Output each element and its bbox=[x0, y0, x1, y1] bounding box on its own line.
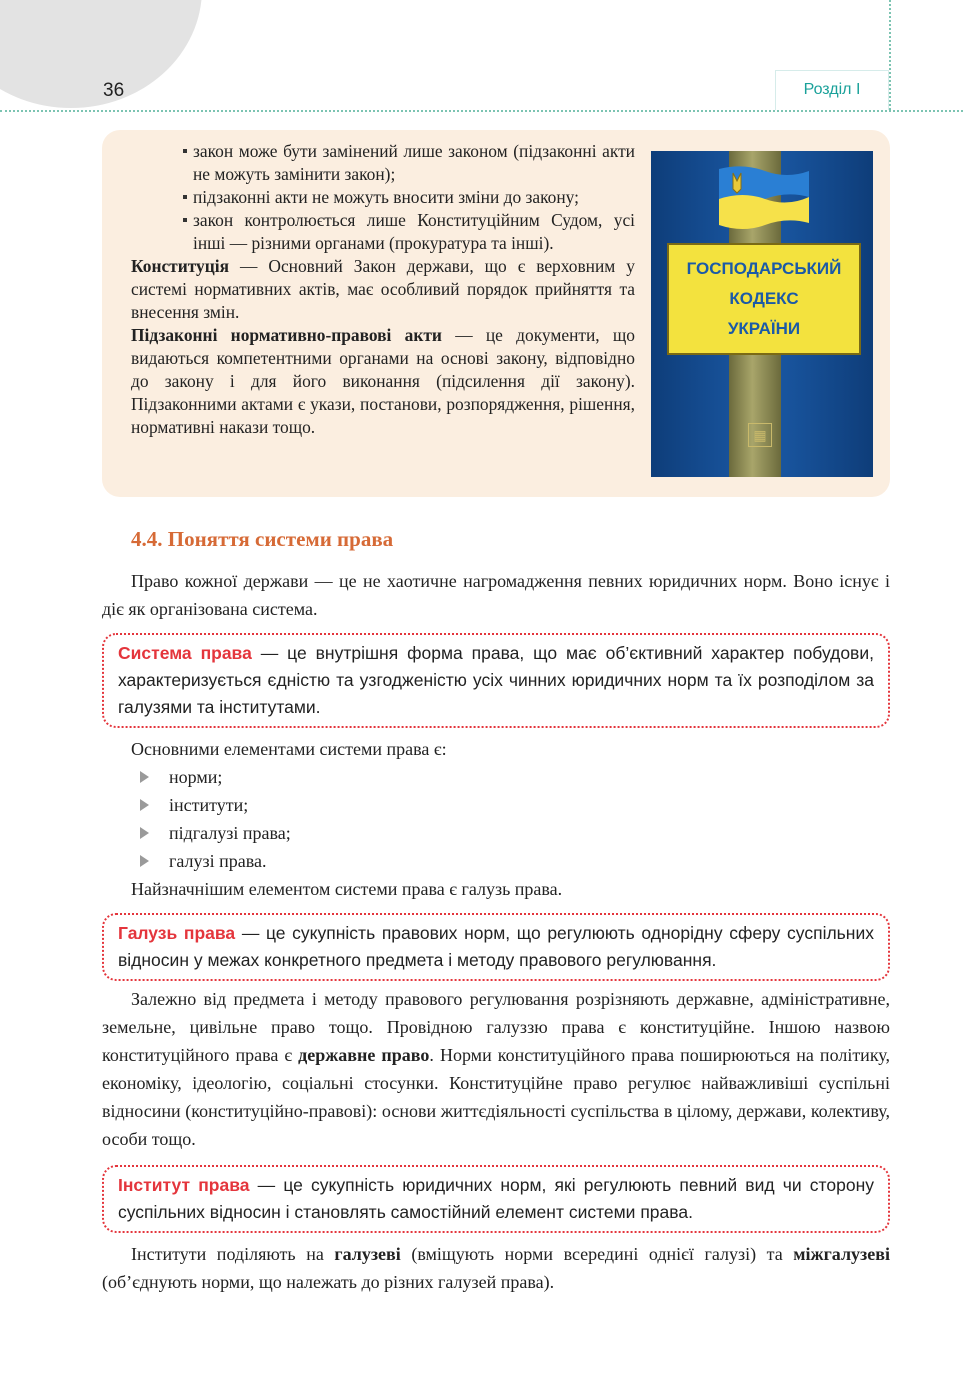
arrow-bullet-icon bbox=[140, 771, 149, 783]
list-item: підгалузі права; bbox=[140, 819, 291, 847]
section-heading: 4.4. Поняття системи права bbox=[131, 527, 394, 551]
book-title-plate bbox=[667, 243, 861, 355]
constitution-term: Конституція bbox=[131, 256, 230, 276]
book-title-line: ГОСПОДАРСЬКИЙ bbox=[686, 259, 842, 278]
corner-decoration bbox=[0, 0, 202, 108]
bullet-item: закон контролюється лише Конституційним Судом, усі інші — різними органами (прокуратура та інші). bbox=[131, 209, 635, 255]
bold-term: галузеві bbox=[334, 1244, 401, 1264]
section-label: Розділ І bbox=[775, 70, 889, 110]
definition-box-system: Система права — це внутрішня форма права, що має об’єктивний характер побудови, характеризується єдністю та узгодженістю усіх чинних юридичних норм та їх розподілом за галузями та інститутами. bbox=[102, 633, 890, 728]
bullet-item: підзаконні акти не можуть вносити зміни до закону; bbox=[131, 186, 635, 209]
definition-term: Галузь права bbox=[118, 923, 236, 943]
institutes-paragraph: Інститути поділяють на галузеві (вміщують норми всередині однієї галузі) та міжгалузеві (об’єднують норми, що належать до різних галузей права). bbox=[102, 1244, 890, 1292]
page-number: 36 bbox=[103, 80, 125, 101]
bold-term: державне право bbox=[298, 1045, 430, 1065]
arrow-bullet-icon bbox=[140, 855, 149, 867]
arrow-bullet-icon bbox=[140, 799, 149, 811]
elements-intro: Основними елементами системи права є: bbox=[131, 739, 447, 759]
ukraine-flag-icon bbox=[713, 163, 813, 233]
definition-box-institute: Інститут права — це сукупність юридичних норм, які регулюють певний вид чи сторону суспільних відносин і становлять самостійний елемент системи права. bbox=[102, 1165, 890, 1233]
definition-term: Інститут права bbox=[118, 1175, 250, 1195]
key-element-sentence: Найзначнішим елементом системи права є галузь права. bbox=[131, 879, 563, 899]
constitution-definition: Конституція — Основний Закон держави, що є верховним у системі нормативних актів, має особливий порядок прийняття та внесення змін. bbox=[131, 256, 635, 322]
branches-paragraph: Залежно від предмета і методу правового регулювання розрізняють державне, адміністративне, земельне, цивільне право тощо. Провідною галуззю права є конституційне. Іншою назвою конституційного права є державне право. Норми конституційного права поширюються на політику, економіку, ідеологію, соціальні стосунки. Конституційне право регулює найважливіші суспільні відносини (конституційно-правові): основи життєдіяльності суспільства в цілому, держави, колективу, особи тощо. bbox=[102, 989, 891, 1149]
arrow-bullet-icon bbox=[140, 827, 149, 839]
book-cover-image bbox=[651, 151, 873, 477]
book-title-line: КОДЕКС bbox=[729, 289, 799, 308]
bold-term: міжгалузеві bbox=[793, 1244, 890, 1264]
definition-term: Система права bbox=[118, 643, 252, 663]
intro-paragraph: Право кожної держави — це не хаотичне нагромадження певних юридичних норм. Воно існує і діє як організована система. bbox=[102, 571, 890, 619]
list-item: галузі права. bbox=[140, 847, 267, 875]
header-divider-vertical bbox=[889, 0, 891, 110]
bylaws-definition: Підзаконні нормативно-правові акти — це документи, що видаються компетентними органами на основі закону, відповідно до закону і для його виконання (підсилення дії закону). Підзаконними актами є укази, постанови, розпорядження, рішення, нормативні накази тощо. bbox=[131, 325, 636, 437]
bylaws-term: Підзаконні нормативно-правові акти bbox=[131, 325, 442, 345]
book-title-line: УКРАЇНИ bbox=[727, 319, 801, 338]
bullet-item: закон може бути замінений лише законом (підзаконні акти не можуть замінити закон); bbox=[131, 140, 635, 186]
list-item: норми; bbox=[140, 763, 222, 791]
header-divider bbox=[0, 110, 963, 112]
list-item: інститути; bbox=[140, 791, 248, 819]
definition-box-branch: Галузь права — це сукупність правових норм, що регулюють однорідну сферу суспільних відносин у межах конкретного предмета і методу правового регулювання. bbox=[102, 913, 890, 981]
intro-box-text bbox=[131, 140, 635, 439]
publisher-logo-icon: ▦ bbox=[748, 423, 772, 447]
